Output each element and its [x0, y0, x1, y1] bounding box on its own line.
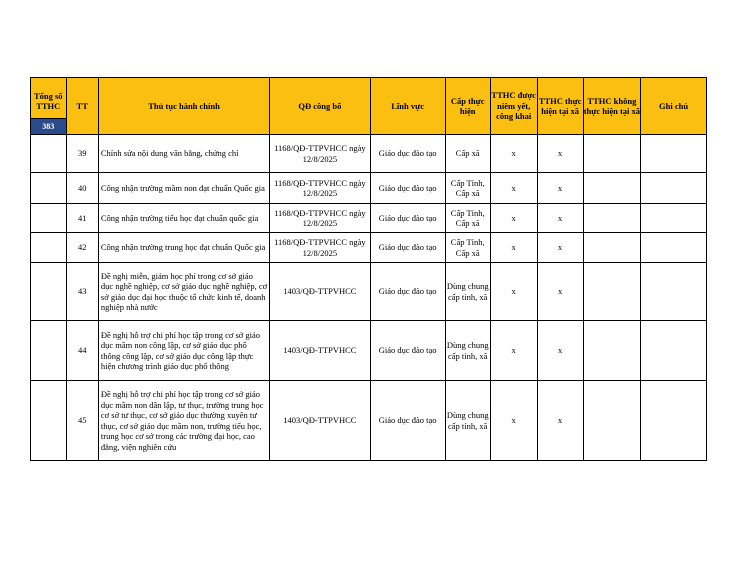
row-note: [641, 321, 707, 381]
row-level: Dùng chung cấp tỉnh, xã: [445, 381, 490, 461]
row-decision: 1403/QĐ-TTPVHCC: [270, 381, 370, 461]
row-commune-done: x: [537, 263, 583, 321]
header-field: Lĩnh vực: [370, 78, 445, 135]
row-procedure: Công nhận trường mầm non đạt chuẩn Quốc gia: [98, 173, 269, 204]
row-posted: x: [490, 173, 537, 204]
header-commune-done: TTHC thực hiện tại xã: [537, 78, 583, 135]
row-total-cell: [31, 173, 67, 204]
row-total-cell: [31, 204, 67, 233]
row-note: [641, 204, 707, 233]
document-page: [30, 77, 707, 461]
table-row: [31, 321, 707, 381]
row-note: [641, 233, 707, 263]
row-tt: 39: [66, 135, 98, 173]
row-level: Cấp Tỉnh, Cấp xã: [445, 204, 490, 233]
total-label: Tổng số TTHC: [33, 90, 63, 111]
row-field: Giáo dục đào tạo: [370, 263, 445, 321]
row-field: Giáo dục đào tạo: [370, 381, 445, 461]
row-commune-done: x: [537, 173, 583, 204]
row-commune-done: x: [537, 233, 583, 263]
header-procedure: Thủ tục hành chính: [98, 78, 269, 135]
row-commune-done: x: [537, 321, 583, 381]
row-posted: x: [490, 233, 537, 263]
row-commune-done: x: [537, 204, 583, 233]
row-field: Giáo dục đào tạo: [370, 135, 445, 173]
row-note: [641, 135, 707, 173]
header-level: Cấp thực hiện: [445, 78, 490, 135]
header-posted: TTHC được niêm yết, công khai: [490, 78, 537, 135]
row-field: Giáo dục đào tạo: [370, 233, 445, 263]
header-tt: TT: [66, 78, 98, 135]
row-total-cell: [31, 263, 67, 321]
table-header-row: [31, 78, 707, 135]
table-row: [31, 173, 707, 204]
row-commune-not-done: [583, 263, 640, 321]
total-procedures-header: [31, 78, 67, 135]
row-decision: 1168/QĐ-TTPVHCC ngày 12/8/2025: [270, 233, 370, 263]
table-row: [31, 135, 707, 173]
row-level: Cấp Tỉnh, Cấp xã: [445, 233, 490, 263]
row-decision: 1168/QĐ-TTPVHCC ngày 12/8/2025: [270, 204, 370, 233]
row-note: [641, 173, 707, 204]
row-posted: x: [490, 381, 537, 461]
table-row: [31, 204, 707, 233]
total-count-badge: 383: [31, 118, 66, 134]
row-procedure: Đề nghị miễn, giảm học phí trong cơ sở giáo dục nghề nghiệp, cơ sở giáo dục nghề nghiệp, cơ sở giáo dục đại học thuộc tổ chức kinh tế, doanh nghiệp nhà nước: [98, 263, 269, 321]
row-tt: 42: [66, 233, 98, 263]
row-commune-not-done: [583, 381, 640, 461]
row-posted: x: [490, 321, 537, 381]
row-tt: 44: [66, 321, 98, 381]
row-decision: 1168/QĐ-TTPVHCC ngày 12/8/2025: [270, 135, 370, 173]
row-commune-not-done: [583, 204, 640, 233]
row-level: Dùng chung cấp tỉnh, xã: [445, 263, 490, 321]
header-decision: QĐ công bố: [270, 78, 370, 135]
row-decision: 1403/QĐ-TTPVHCC: [270, 263, 370, 321]
row-note: [641, 381, 707, 461]
row-procedure: Công nhận trường tiểu học đạt chuẩn quốc gia: [98, 204, 269, 233]
header-commune-not-done: TTHC không thực hiện tại xã: [583, 78, 640, 135]
row-posted: x: [490, 135, 537, 173]
row-procedure: Đề nghị hỗ trợ chi phí học tập trong cơ sở giáo dục mầm non dân lập, tư thục, trường trung học cơ sở tư thục, cơ sở giáo dục thường xuyên tư thục, cơ sở giáo dục mầm non, trường tiểu học, trung học cơ sở trong các trường đại học, cao đẳng, viện nghiên cứu: [98, 381, 269, 461]
row-tt: 43: [66, 263, 98, 321]
row-decision: 1168/QĐ-TTPVHCC ngày 12/8/2025: [270, 173, 370, 204]
row-field: Giáo dục đào tạo: [370, 173, 445, 204]
row-commune-not-done: [583, 173, 640, 204]
row-level: Cấp xã: [445, 135, 490, 173]
table-row: [31, 263, 707, 321]
row-commune-done: x: [537, 381, 583, 461]
row-tt: 41: [66, 204, 98, 233]
row-commune-not-done: [583, 321, 640, 381]
row-posted: x: [490, 204, 537, 233]
row-commune-not-done: [583, 135, 640, 173]
row-posted: x: [490, 263, 537, 321]
row-procedure: Công nhận trường trung học đạt chuẩn Quốc gia: [98, 233, 269, 263]
row-field: Giáo dục đào tạo: [370, 204, 445, 233]
procedures-table: [30, 77, 707, 461]
row-decision: 1403/QĐ-TTPVHCC: [270, 321, 370, 381]
row-tt: 45: [66, 381, 98, 461]
row-procedure: Chỉnh sửa nội dung văn bằng, chứng chỉ: [98, 135, 269, 173]
row-total-cell: [31, 135, 67, 173]
table-row: [31, 381, 707, 461]
row-procedure: Đề nghị hỗ trợ chi phí học tập trong cơ sở giáo dục mầm non công lập, cơ sở giáo dục phổ thông công lập, cơ sở giáo dục công lập thực hiện chương trình giáo dục phổ thông: [98, 321, 269, 381]
row-level: Cấp Tỉnh, Cấp xã: [445, 173, 490, 204]
row-total-cell: [31, 321, 67, 381]
row-commune-done: x: [537, 135, 583, 173]
row-field: Giáo dục đào tạo: [370, 321, 445, 381]
row-total-cell: [31, 381, 67, 461]
table-row: [31, 233, 707, 263]
row-commune-not-done: [583, 233, 640, 263]
row-level: Dùng chung cấp tỉnh, xã: [445, 321, 490, 381]
row-total-cell: [31, 233, 67, 263]
row-tt: 40: [66, 173, 98, 204]
header-note: Ghi chú: [641, 78, 707, 135]
row-note: [641, 263, 707, 321]
